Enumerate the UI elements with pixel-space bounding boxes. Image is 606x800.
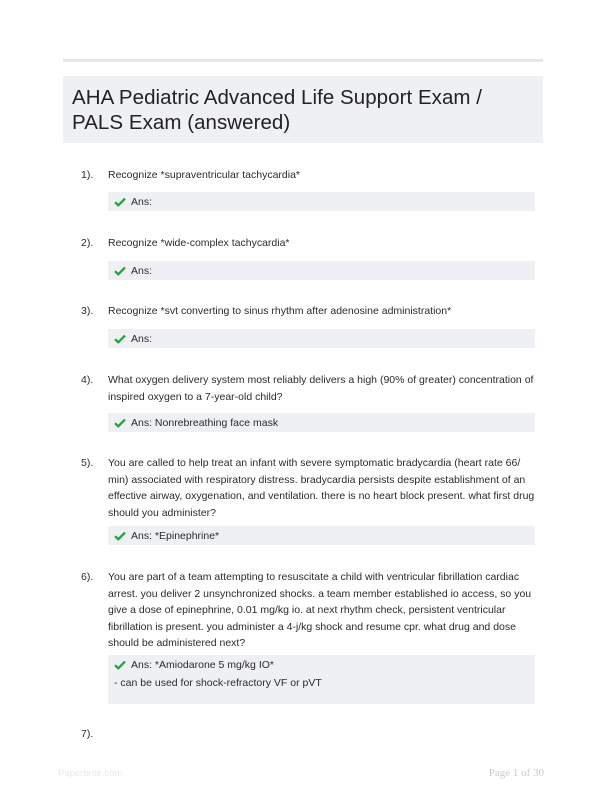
question-number: 6). [81,571,94,583]
page-number: Page 1 of 30 [488,767,544,779]
question-number: 4). [81,374,94,386]
answer-box [108,329,535,348]
check-icon [114,660,126,670]
top-rule [63,59,543,62]
answer-text: Ans: [131,332,153,345]
answer-text: Ans: *Amiodarone 5 mg/kg IO* [131,658,274,671]
answer-text: Ans: [131,195,153,208]
answer-text: Ans: Nonrebreathing face mask [131,416,279,429]
footer-watermark: Paperbrite.com [58,768,123,779]
question-number: 7). [81,728,94,740]
answer-box [108,655,535,704]
answer-box [108,413,535,432]
question-number: 3). [81,305,94,317]
page-title: AHA Pediatric Advanced Life Support Exam / PALS Exam (answered) [72,86,483,134]
answer-box [108,261,535,280]
answer-text: Ans: [131,264,153,277]
question-text: You are part of a team attempting to resuscitate a child with ventricular fibrillation cardiac arrest. you deliver 2 unsynchronized shocks. a team member established io access, so you give a dose of epinephrine, 0.01 mg/kg io. at next rhythm check, persistent ventricular fibrillation is present. you administer a 4-j/kg shock and resume cpr. what drug and dose should be administered next? [108,571,532,649]
answer-box [108,526,535,545]
question-text: Recognize *svt converting to sinus rhythm after adenosine administration* [108,305,452,317]
question-number: 2). [81,237,94,249]
title-box [63,76,543,143]
question-text: You are called to help treat an infant with severe symptomatic bradycardia (heart rate 66/ min) associated with respiratory distress. bradycardia persists despite establishment of an effective airway, oxygenation, and ventilation. there is no heart block present. what first drug should you administer? [108,457,535,519]
check-icon [114,418,126,428]
question-number: 5). [81,457,94,469]
check-icon [114,531,126,541]
question-number: 1). [81,169,94,181]
answer-text: Ans: *Epinephrine* [131,529,220,542]
check-icon [114,197,126,207]
question-text: What oxygen delivery system most reliably delivers a high (90% of greater) concentration of inspired oxygen to a 7-year-old child? [108,374,534,403]
question-text: Recognize *wide-complex tachycardia* [108,237,290,249]
answer-note: - can be used for shock-refractory VF or pVT [114,677,322,689]
question-text: Recognize *supraventricular tachycardia* [108,169,301,181]
check-icon [114,334,126,344]
answer-box [108,192,535,211]
check-icon [114,266,126,276]
